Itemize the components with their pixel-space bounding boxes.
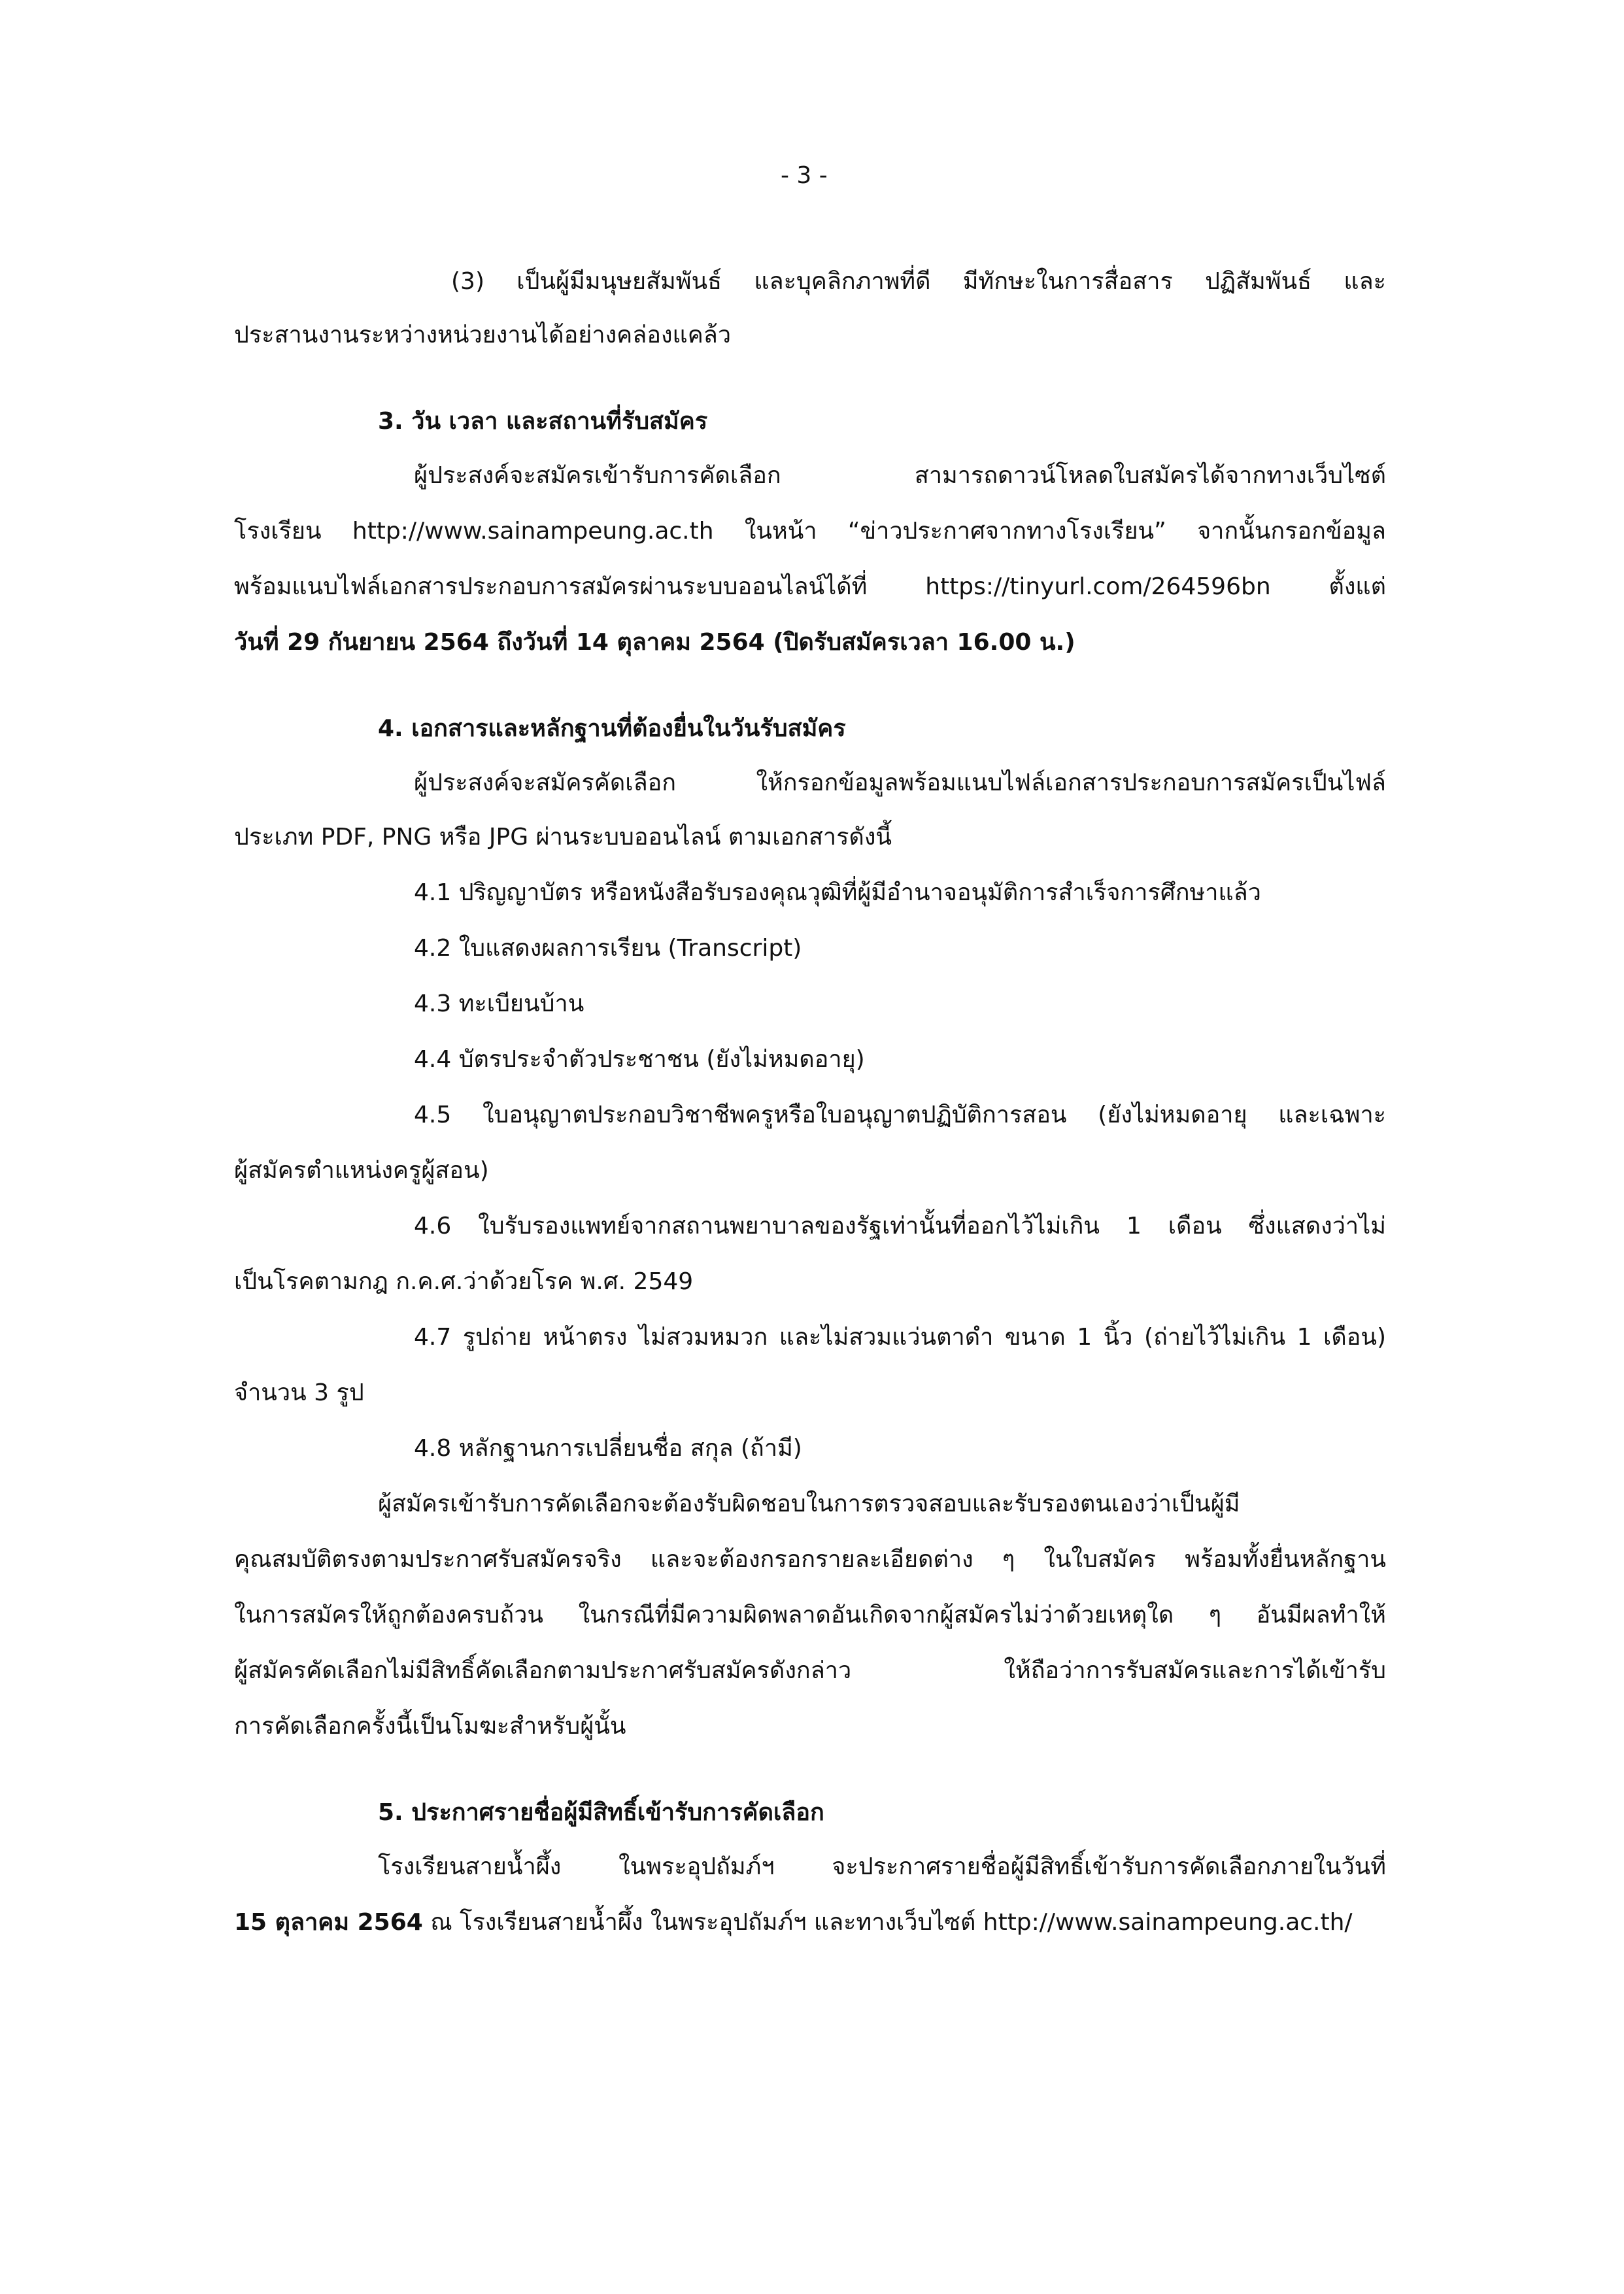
section4-para-line5: การคัดเลือกครั้งนี้เป็นโมฆะสำหรับผู้นั้น [234, 1713, 626, 1740]
section4-heading: 4. เอกสารและหลักฐานที่ต้องยื่นในวันรับสมัคร [378, 715, 846, 742]
doc-item-4-1: 4.1 ปริญญาบัตร หรือหนังสือรับรองคุณวุฒิที่ผู้มีอำนาจอนุมัติการสำเร็จการศึกษาแล้ว [414, 879, 1261, 906]
doc-item-4-6-line2: เป็นโรคตามกฎ ก.ค.ศ.ว่าด้วยโรค พ.ศ. 2549 [234, 1268, 694, 1295]
section4-para-line3: ในการสมัครให้ถูกต้องครบถ้วน ในกรณีที่มีความผิดพลาดอันเกิดจากผู้สมัครไม่ว่าด้วยเหตุใด ๆ อันมีผลทำให้ [234, 1602, 1386, 1628]
doc-item-4-6-line1: 4.6 ใบรับรองแพทย์จากสถานพยาบาลของรัฐเท่านั้นที่ออกไว้ไม่เกิน 1 เดือน ซึ่งแสดงว่าไม่ [414, 1213, 1386, 1240]
doc-item-4-3: 4.3 ทะเบียนบ้าน [414, 990, 584, 1017]
announce-date: 15 ตุลาคม 2564 [234, 1909, 423, 1936]
page-number: - 3 - [781, 162, 828, 189]
doc-item-4-5-line1: 4.5 ใบอนุญาตประกอบวิชาชีพครูหรือใบอนุญาตปฏิบัติการสอน (ยังไม่หมดอายุ และเฉพาะ [414, 1102, 1386, 1128]
doc-item-4-4: 4.4 บัตรประจำตัวประชาชน (ยังไม่หมดอายุ) [414, 1046, 865, 1073]
qualification-3-line1: (3) เป็นผู้มีมนุษยสัมพันธ์ และบุคลิกภาพที่ดี มีทักษะในการสื่อสาร ปฏิสัมพันธ์ และ [451, 268, 1386, 295]
section4-para-line1: ผู้สมัครเข้ารับการคัดเลือกจะต้องรับผิดชอบในการตรวจสอบและรับรองตนเองว่าเป็นผู้มี [378, 1491, 1240, 1517]
section3-line2: โรงเรียน http://www.sainampeung.ac.th ในหน้า “ข่าวประกาศจากทางโรงเรียน” จากนั้นกรอกข้อมูล [234, 518, 1386, 545]
section4-intro-line2: ประเภท PDF, PNG หรือ JPG ผ่านระบบออนไลน์ ตามเอกสารดังนี้ [234, 824, 892, 851]
doc-item-4-7-line1: 4.7 รูปถ่าย หน้าตรง ไม่สวมหมวก และไม่สวมแว่นตาดำ ขนาด 1 นิ้ว (ถ่ายไว้ไม่เกิน 1 เดือน) [414, 1324, 1386, 1351]
qualification-3-line2: ประสานงานระหว่างหน่วยงานได้อย่างคล่องแคล้ว [234, 322, 732, 348]
doc-item-4-7-line2: จำนวน 3 รูป [234, 1379, 364, 1406]
section3-line1: ผู้ประสงค์จะสมัครเข้ารับการคัดเลือก สามารถดาวน์โหลดใบสมัครได้จากทางเว็บไซต์ [414, 462, 1386, 489]
section3-line3: พร้อมแนบไฟล์เอกสารประกอบการสมัครผ่านระบบออนไลน์ได้ที่ https://tinyurl.com/264596bn ตั้งแต่ [234, 573, 1386, 600]
doc-item-4-2: 4.2 ใบแสดงผลการเรียน (Transcript) [414, 935, 802, 962]
announce-location: ณ โรงเรียนสายน้ำผึ้ง ในพระอุปถัมภ์ฯ และทางเว็บไซต์ http://www.sainampeung.ac.th/ [422, 1909, 1353, 1936]
section5-line1: โรงเรียนสายน้ำผึ้ง ในพระอุปถัมภ์ฯ จะประกาศรายชื่อผู้มีสิทธิ์เข้ารับการคัดเลือกภายในวันที่ [378, 1853, 1386, 1880]
section3-heading: 3. วัน เวลา และสถานที่รับสมัคร [378, 408, 708, 435]
doc-item-4-8: 4.8 หลักฐานการเปลี่ยนชื่อ สกุล (ถ้ามี) [414, 1435, 802, 1462]
section4-para-line2: คุณสมบัติตรงตามประกาศรับสมัครจริง และจะต้องกรอกรายละเอียดต่าง ๆ ในใบสมัคร พร้อมทั้งยื่นหลักฐาน [234, 1546, 1386, 1573]
section3-line4: วันที่ 29 กันยายน 2564 ถึงวันที่ 14 ตุลาคม 2564 (ปิดรับสมัครเวลา 16.00 น.) [234, 629, 1075, 656]
section5-line2 [234, 1908, 1353, 1937]
section4-para-line4: ผู้สมัครคัดเลือกไม่มีสิทธิ์คัดเลือกตามประกาศรับสมัครดังกล่าว ให้ถือว่าการรับสมัครและการได้เข้ารับ [234, 1657, 1386, 1684]
section4-intro-line1: ผู้ประสงค์จะสมัครคัดเลือก ให้กรอกข้อมูลพร้อมแนบไฟล์เอกสารประกอบการสมัครเป็นไฟล์ [414, 769, 1386, 796]
section5-heading: 5. ประกาศรายชื่อผู้มีสิทธิ์เข้ารับการคัดเลือก [378, 1799, 824, 1826]
doc-item-4-5-line2: ผู้สมัครตำแหน่งครูผู้สอน) [234, 1157, 489, 1184]
